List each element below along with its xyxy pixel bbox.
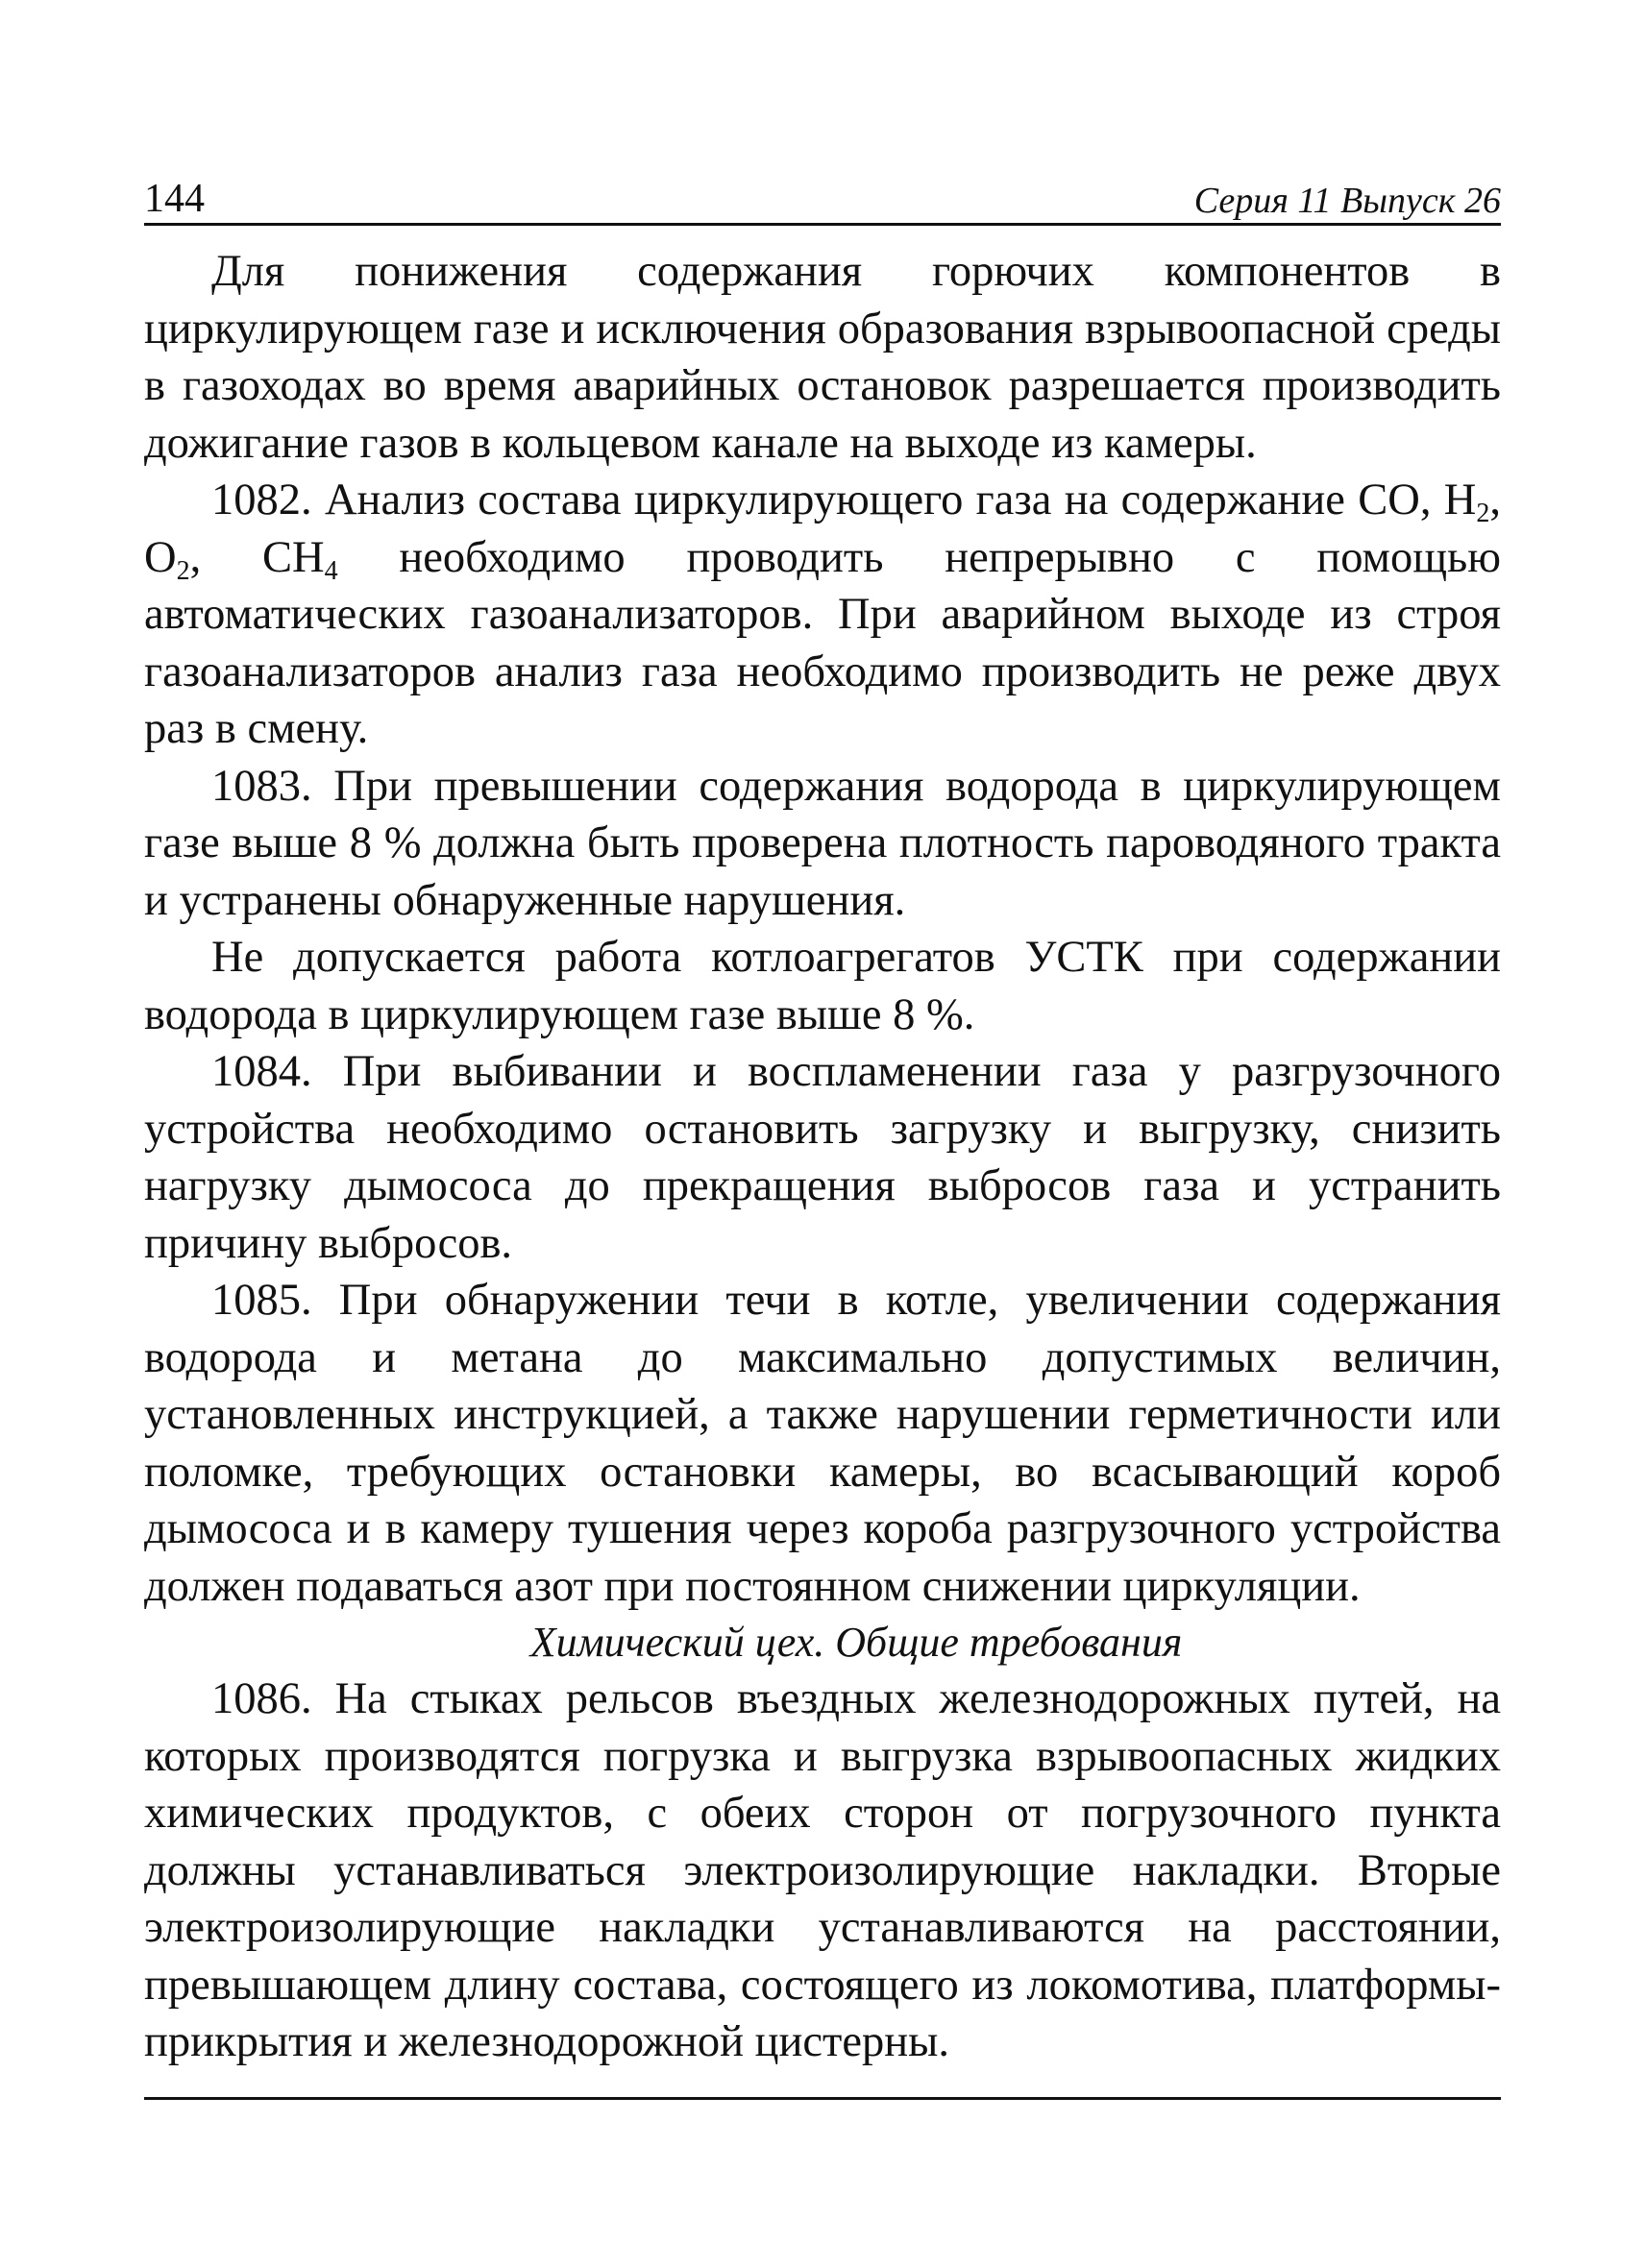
paragraph-1082-part-c: , СН bbox=[189, 532, 325, 582]
document-page bbox=[144, 163, 1501, 2071]
subscript-o2: 2 bbox=[176, 555, 190, 586]
footer-rule bbox=[144, 2097, 1501, 2100]
document-body bbox=[144, 243, 1501, 2071]
page-number: 144 bbox=[144, 177, 205, 221]
paragraph-1084: 1084. При выбивании и воспламенении газа у разгрузочного устройства необходимо остановить загрузку и выгрузку, снизить нагрузку дымососа до прекращения выбросов газа и устранить причину выбросов. bbox=[144, 1047, 1501, 1268]
subscript-h2: 2 bbox=[1476, 499, 1490, 528]
paragraph-1082-part-d: необходимо проводить непрерывно с помощью автоматических газоанализаторов. При аварийном выходе из строя газоанализаторов анализ газа необходимо производить не реже двух раз в смену. bbox=[144, 532, 1501, 753]
subscript-ch4: 4 bbox=[324, 555, 338, 586]
running-title: Серия 11 Выпуск 26 bbox=[1193, 181, 1501, 221]
page-header bbox=[144, 163, 1501, 226]
paragraph-1085: 1085. При обнаружении течи в котле, увеличении содержания водорода и метана до максимально допустимых величин, установленных инструкцией, а также нарушении герметичности или поломке, требующих остановки камеры, во всасывающий короб дымососа и в камеру тушения через короба разгрузочного устройства должен подаваться азот при постоянном снижении циркуляции. bbox=[144, 1276, 1501, 1611]
paragraph-1082 bbox=[144, 472, 1501, 758]
section-heading: Химический цех. Общие требования bbox=[529, 1619, 1183, 1666]
paragraph-1086: 1086. На стыках рельсов въездных железнодорожных путей, на которых производятся погрузка и выгрузка взрывоопасных жидких химических продуктов, с обеих сторон от погрузочного пункта должны устанавливаться электроизолирующие накладки. Вторые электроизолирующие накладки устанавливаются на расстоянии, превышающем длину состава, состоящего из локомотива, платформы-прикрытия и железнодорожной цистерны. bbox=[144, 1674, 1501, 2066]
paragraph-1082-part-b: , О bbox=[144, 476, 1501, 582]
paragraph-ustk: Не допускается работа котлоагрегатов УСТК при содержании водорода в циркулирующем газе выше 8 %. bbox=[144, 933, 1501, 1039]
paragraph-1083: 1083. При превышении содержания водорода в циркулирующем газе выше 8 % должна быть проверена плотность пароводяного тракта и устранены обнаруженные нарушения. bbox=[144, 761, 1501, 925]
paragraph-1082-part-a: 1082. Анализ состава циркулирующего газа на содержание СО, Н bbox=[211, 476, 1477, 524]
paragraph-intro: Для понижения содержания горючих компонентов в циркулирующем газе и исключения образования взрывоопасной среды в газоходах во время аварийных остановок разрешается производить дожигание газов в кольцевом канале на выходе из камеры. bbox=[144, 247, 1501, 468]
